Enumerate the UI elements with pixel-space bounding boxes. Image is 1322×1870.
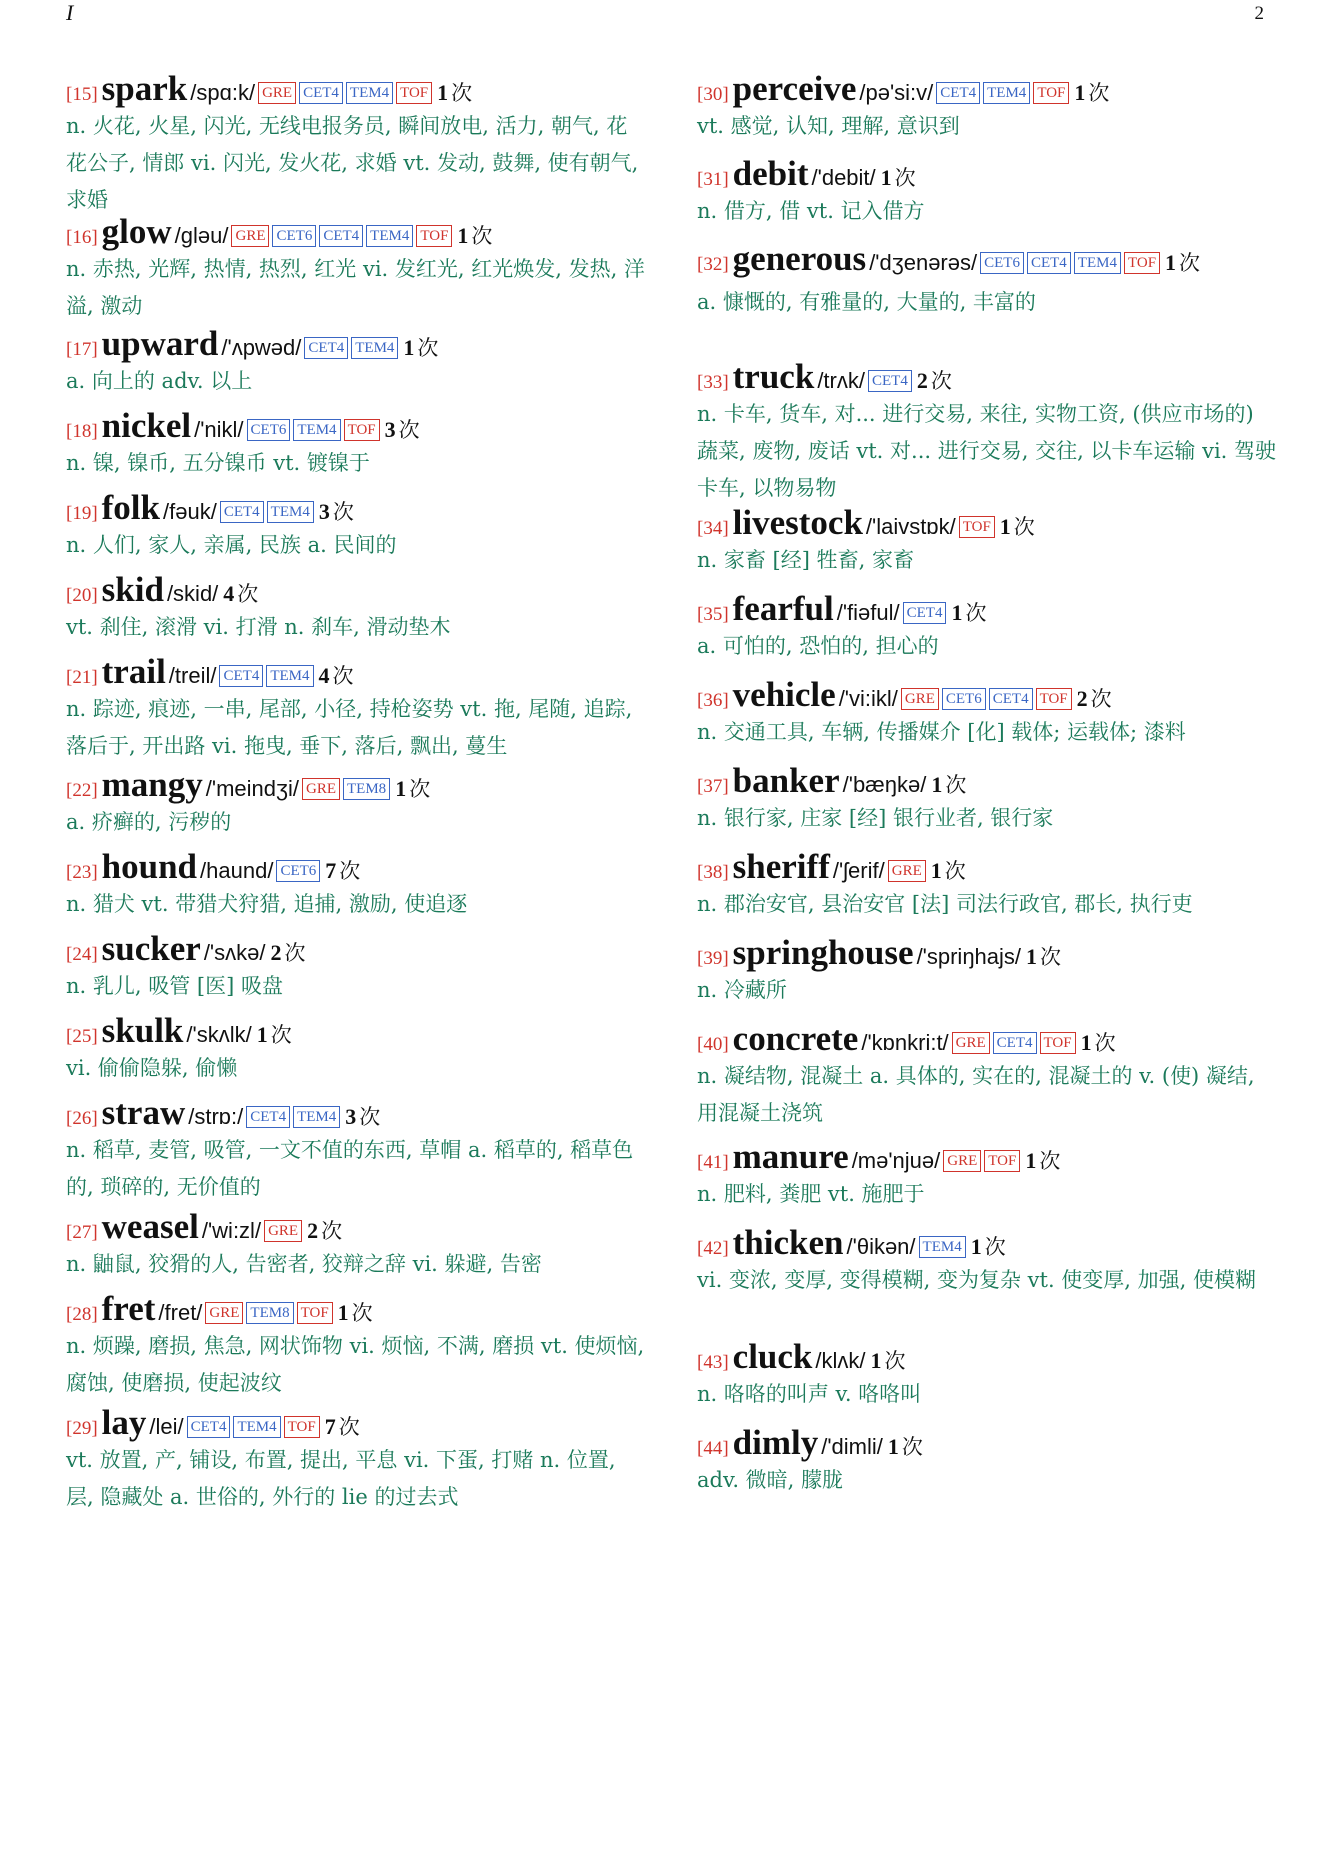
entry-generous <box>697 240 1277 321</box>
count-unit: 次 <box>270 1023 292 1047</box>
phonetic: /'vi:ikl/ <box>838 686 898 711</box>
phonetic: /strɒ:/ <box>188 1104 244 1129</box>
headword-line <box>697 358 1277 396</box>
exam-tag: GRE <box>302 778 340 800</box>
exam-tag: CET4 <box>246 1106 290 1128</box>
entry-index: [20] <box>66 585 98 606</box>
headword-line <box>697 762 1277 800</box>
headword: straw <box>101 1093 186 1132</box>
definition: vt. 感觉, 认知, 理解, 意识到 <box>697 114 960 138</box>
exam-tag: TOF <box>344 419 380 441</box>
entry-index: [34] <box>697 518 729 539</box>
entry-folk <box>66 489 646 564</box>
entry-index: [37] <box>697 776 729 797</box>
headword-line <box>697 1138 1277 1176</box>
headword-line <box>697 1424 1277 1462</box>
headword: vehicle <box>732 675 836 714</box>
exam-tag: GRE <box>264 1220 302 1242</box>
entry-index: [25] <box>66 1026 98 1047</box>
entry-index: [28] <box>66 1304 98 1325</box>
entry-nickel <box>66 407 646 482</box>
headword-line <box>66 489 646 527</box>
definition: vi. 偷偷隐躲, 偷懒 <box>66 1056 238 1080</box>
count-unit: 次 <box>284 941 306 965</box>
exam-tag: GRE <box>901 688 939 710</box>
count-unit: 次 <box>332 664 354 688</box>
exam-tag: GRE <box>231 225 269 247</box>
headword-line <box>66 766 646 804</box>
headword: weasel <box>101 1207 199 1246</box>
definition: vi. 变浓, 变厚, 变得模糊, 变为复杂 vt. 使变厚, 加强, 使模糊 <box>697 1268 1257 1292</box>
count-unit: 次 <box>1094 1031 1116 1055</box>
phonetic: /mə'njuə/ <box>851 1148 941 1173</box>
headword: skulk <box>101 1011 184 1050</box>
occurrence-count: 1 <box>1074 80 1086 105</box>
exam-tag: TOF <box>416 225 452 247</box>
entry-vehicle <box>697 676 1277 751</box>
count-unit: 次 <box>884 1349 906 1373</box>
headword-line <box>697 1338 1277 1376</box>
exam-tag: TEM4 <box>233 1416 280 1438</box>
occurrence-count: 1 <box>256 1022 268 1047</box>
occurrence-count: 1 <box>870 1348 882 1373</box>
definition: n. 烦躁, 磨损, 焦急, 网状饰物 vi. 烦恼, 不满, 磨损 vt. 使烦恼, 腐蚀, 使磨损, 使起波纹 <box>66 1334 645 1395</box>
occurrence-count: 1 <box>880 165 892 190</box>
entry-banker <box>697 762 1277 837</box>
headword-line <box>697 504 1277 542</box>
phonetic: /gləu/ <box>174 223 229 248</box>
entry-index: [39] <box>697 948 729 969</box>
exam-tag: CET4 <box>220 501 264 523</box>
headword-line <box>697 155 1277 193</box>
entry-index: [32] <box>697 254 729 275</box>
headword-line <box>66 407 646 445</box>
definition: n. 肥料, 粪肥 vt. 施肥于 <box>697 1182 925 1206</box>
occurrence-count: 1 <box>403 335 415 360</box>
occurrence-count: 1 <box>1165 250 1177 275</box>
entry-fret <box>66 1290 646 1402</box>
definition: n. 交通工具, 车辆, 传播媒介 [化] 载体; 运载体; 漆料 <box>697 720 1186 744</box>
entry-manure <box>697 1138 1277 1213</box>
definition: n. 乳儿, 吸管 [医] 吸盘 <box>66 974 283 998</box>
entry-index: [19] <box>66 503 98 524</box>
exam-tag: TOF <box>1040 1032 1076 1054</box>
definition: n. 镍, 镍币, 五分镍币 vt. 镀镍于 <box>66 451 370 475</box>
headword-line <box>66 325 646 363</box>
exam-tag: CET4 <box>868 370 912 392</box>
entry-index: [15] <box>66 84 98 105</box>
headword: dimly <box>732 1423 819 1462</box>
occurrence-count: 1 <box>1080 1030 1092 1055</box>
entry-sheriff <box>697 848 1277 923</box>
exam-tag: TOF <box>396 82 432 104</box>
headword-line <box>66 848 646 886</box>
entry-skid <box>66 571 646 646</box>
exam-tag: CET4 <box>993 1032 1037 1054</box>
occurrence-count: 3 <box>345 1104 357 1129</box>
definition: n. 稻草, 麦管, 吸管, 一文不值的东西, 草帽 a. 稻草的, 稻草色的, 琐碎的, 无价值的 <box>66 1138 634 1199</box>
occurrence-count: 3 <box>318 499 330 524</box>
entry-cluck <box>697 1338 1277 1413</box>
entry-index: [21] <box>66 667 98 688</box>
definition: n. 凝结物, 混凝土 a. 具体的, 实在的, 混凝土的 v. (使) 凝结, 用混凝土浇筑 <box>697 1064 1255 1125</box>
headword-line <box>697 1224 1277 1262</box>
exam-tag: TOF <box>284 1416 320 1438</box>
headword: livestock <box>732 503 863 542</box>
exam-tag: TEM4 <box>351 337 398 359</box>
occurrence-count: 1 <box>437 80 449 105</box>
definition: vt. 放置, 产, 铺设, 布置, 提出, 平息 vi. 下蛋, 打赌 n. 位置, 层, 隐藏处 a. 世俗的, 外行的 lie 的过去式 <box>66 1448 616 1509</box>
entry-index: [31] <box>697 169 729 190</box>
entry-spark <box>66 70 646 219</box>
exam-tag: CET4 <box>903 602 947 624</box>
entry-index: [42] <box>697 1238 729 1259</box>
phonetic: /fret/ <box>158 1300 203 1325</box>
headword-line <box>697 848 1277 886</box>
entry-index: [36] <box>697 690 729 711</box>
occurrence-count: 2 <box>1076 686 1088 711</box>
entry-index: [24] <box>66 944 98 965</box>
entry-index: [30] <box>697 84 729 105</box>
phonetic: /'skʌlk/ <box>186 1022 252 1047</box>
headword: lay <box>101 1403 147 1442</box>
entry-hound <box>66 848 646 923</box>
count-unit: 次 <box>359 1105 381 1129</box>
headword-line <box>697 590 1277 628</box>
headword-line <box>66 653 646 691</box>
occurrence-count: 1 <box>457 223 469 248</box>
entry-straw <box>66 1094 646 1206</box>
occurrence-count: 7 <box>325 858 337 883</box>
count-unit: 次 <box>1013 515 1035 539</box>
occurrence-count: 7 <box>324 1414 336 1439</box>
headword: mangy <box>101 765 203 804</box>
occurrence-count: 1 <box>1025 1148 1037 1173</box>
headword: sheriff <box>732 847 830 886</box>
entry-index: [44] <box>697 1438 729 1459</box>
exam-tag: CET4 <box>304 337 348 359</box>
entry-dimly <box>697 1424 1277 1499</box>
headword: fret <box>101 1289 156 1328</box>
count-unit: 次 <box>1039 1149 1061 1173</box>
exam-tag: GRE <box>258 82 296 104</box>
entry-skulk <box>66 1012 646 1087</box>
entry-index: [35] <box>697 604 729 625</box>
entry-index: [38] <box>697 862 729 883</box>
headword-line <box>697 676 1277 714</box>
headword-line <box>66 930 646 968</box>
definition: n. 卡车, 货车, 对... 进行交易, 来往, 实物工资, (供应市场的) 蔬菜, 废物, 废话 vt. 对... 进行交易, 交往, 以卡车运输 vi. 驾驶卡车, 以物易物 <box>697 402 1277 500</box>
exam-tag: TEM4 <box>919 1236 966 1258</box>
count-unit: 次 <box>332 500 354 524</box>
phonetic: /'debit/ <box>811 165 876 190</box>
exam-tag: GRE <box>888 860 926 882</box>
entry-truck <box>697 358 1277 507</box>
definition: n. 咯咯的叫声 v. 咯咯叫 <box>697 1382 922 1406</box>
definition: a. 可怕的, 恐怕的, 担心的 <box>697 634 939 658</box>
exam-tag: CET4 <box>299 82 343 104</box>
headword: concrete <box>732 1019 859 1058</box>
count-unit: 次 <box>351 1301 373 1325</box>
headword-line <box>66 1208 646 1246</box>
count-unit: 次 <box>409 777 431 801</box>
exam-tag: TOF <box>984 1150 1020 1172</box>
count-unit: 次 <box>398 418 420 442</box>
headword-line <box>66 1094 646 1132</box>
section-letter: I <box>66 0 74 25</box>
entry-index: [29] <box>66 1418 98 1439</box>
entry-livestock <box>697 504 1277 579</box>
phonetic: /'spriŋhajs/ <box>916 944 1022 969</box>
definition: n. 踪迹, 痕迹, 一串, 尾部, 小径, 持枪姿势 vt. 拖, 尾随, 追踪, 落后于, 开出路 vi. 拖曳, 垂下, 落后, 飘出, 蔓生 <box>66 697 633 758</box>
phonetic: /'dimli/ <box>821 1434 883 1459</box>
entry-upward <box>66 325 646 400</box>
count-unit: 次 <box>901 1435 923 1459</box>
entry-index: [22] <box>66 780 98 801</box>
entry-perceive <box>697 70 1277 145</box>
exam-tag: CET4 <box>1027 252 1071 274</box>
headword: debit <box>732 154 809 193</box>
phonetic: /skid/ <box>166 581 219 606</box>
phonetic: /'laivstɒk/ <box>865 514 956 539</box>
occurrence-count: 2 <box>307 1218 319 1243</box>
count-unit: 次 <box>930 369 952 393</box>
phonetic: /'kɒnkri:t/ <box>861 1030 949 1055</box>
count-unit: 次 <box>984 1235 1006 1259</box>
phonetic: /lei/ <box>149 1414 184 1439</box>
phonetic: /'ʌpwəd/ <box>221 335 302 360</box>
headword: cluck <box>732 1337 813 1376</box>
entry-index: [26] <box>66 1108 98 1129</box>
occurrence-count: 1 <box>395 776 407 801</box>
phonetic: /klʌk/ <box>815 1348 866 1373</box>
entry-thicken <box>697 1224 1277 1299</box>
exam-tag: TEM4 <box>266 665 313 687</box>
occurrence-count: 4 <box>223 581 235 606</box>
exam-tag: GRE <box>943 1150 981 1172</box>
count-unit: 次 <box>1090 687 1112 711</box>
definition: a. 疥癣的, 污秽的 <box>66 810 232 834</box>
definition: n. 家畜 [经] 牲畜, 家畜 <box>697 548 914 572</box>
definition: n. 冷藏所 <box>697 978 787 1002</box>
entry-trail <box>66 653 646 765</box>
headword-line <box>66 1012 646 1050</box>
exam-tag: TEM4 <box>366 225 413 247</box>
headword-line <box>66 213 646 251</box>
exam-tag: TEM8 <box>343 778 390 800</box>
headword-line <box>66 1404 646 1442</box>
exam-tag: CET6 <box>247 419 291 441</box>
exam-tag: CET6 <box>272 225 316 247</box>
exam-tag: TEM8 <box>246 1302 293 1324</box>
count-unit: 次 <box>944 859 966 883</box>
count-unit: 次 <box>451 81 473 105</box>
phonetic: /pə'si:v/ <box>859 80 934 105</box>
count-unit: 次 <box>1088 81 1110 105</box>
phonetic: /trʌk/ <box>817 368 865 393</box>
exam-tag: CET4 <box>219 665 263 687</box>
count-unit: 次 <box>321 1219 343 1243</box>
exam-tag: TOF <box>1033 82 1069 104</box>
headword: manure <box>732 1137 849 1176</box>
headword: skid <box>101 570 164 609</box>
entry-concrete <box>697 1020 1277 1132</box>
entry-springhouse <box>697 934 1277 1009</box>
occurrence-count: 4 <box>318 663 330 688</box>
headword: folk <box>101 488 161 527</box>
occurrence-count: 1 <box>887 1434 899 1459</box>
count-unit: 次 <box>339 859 361 883</box>
exam-tag: TOF <box>1036 688 1072 710</box>
occurrence-count: 2 <box>916 368 928 393</box>
headword: generous <box>732 239 867 278</box>
headword: upward <box>101 324 219 363</box>
count-unit: 次 <box>417 336 439 360</box>
page-number: 2 <box>1254 3 1264 24</box>
headword: sucker <box>101 929 201 968</box>
exam-tag: GRE <box>205 1302 243 1324</box>
headword: spark <box>101 69 188 108</box>
headword: truck <box>732 357 815 396</box>
definition: n. 鼬鼠, 狡猾的人, 告密者, 狡辩之辞 vi. 躲避, 告密 <box>66 1252 542 1276</box>
headword-line <box>66 1290 646 1328</box>
entry-index: [41] <box>697 1152 729 1173</box>
entry-index: [18] <box>66 421 98 442</box>
occurrence-count: 1 <box>999 514 1011 539</box>
occurrence-count: 1 <box>337 1300 349 1325</box>
phonetic: /'dʒenərəs/ <box>869 250 978 275</box>
headword-line <box>66 571 646 609</box>
entry-index: [43] <box>697 1352 729 1373</box>
occurrence-count: 1 <box>970 1234 982 1259</box>
entry-index: [23] <box>66 862 98 883</box>
entry-index: [16] <box>66 227 98 248</box>
exam-tag: TOF <box>959 516 995 538</box>
headword-line <box>66 70 646 108</box>
phonetic: /'θikən/ <box>846 1234 916 1259</box>
exam-tag: TOF <box>297 1302 333 1324</box>
exam-tag: CET4 <box>187 1416 231 1438</box>
phonetic: /fəuk/ <box>163 499 217 524</box>
headword: thicken <box>732 1223 844 1262</box>
definition: a. 向上的 adv. 以上 <box>66 369 253 393</box>
entry-fearful <box>697 590 1277 665</box>
definition: n. 赤热, 光辉, 热情, 热烈, 红光 vi. 发红光, 红光焕发, 发热, 洋溢, 激动 <box>66 257 645 318</box>
entry-mangy <box>66 766 646 841</box>
exam-tag: TEM4 <box>267 501 314 523</box>
phonetic: /haund/ <box>200 858 274 883</box>
headword-line <box>697 1020 1277 1058</box>
headword: springhouse <box>732 933 914 972</box>
count-unit: 次 <box>1179 251 1201 275</box>
phonetic: /'sʌkə/ <box>203 940 266 965</box>
headword-line <box>697 70 1277 108</box>
phonetic: /treil/ <box>168 663 217 688</box>
exam-tag: CET6 <box>980 252 1024 274</box>
exam-tag: CET4 <box>319 225 363 247</box>
count-unit: 次 <box>894 166 916 190</box>
exam-tag: TOF <box>1124 252 1160 274</box>
headword: nickel <box>101 406 192 445</box>
occurrence-count: 1 <box>1026 944 1038 969</box>
entry-index: [27] <box>66 1222 98 1243</box>
phonetic: /'wi:zl/ <box>201 1218 262 1243</box>
count-unit: 次 <box>1040 945 1062 969</box>
phonetic: /spɑ:k/ <box>190 80 256 105</box>
exam-tag: TEM4 <box>293 419 340 441</box>
phonetic: /'meindʒi/ <box>205 776 300 801</box>
occurrence-count: 1 <box>930 858 942 883</box>
occurrence-count: 3 <box>384 417 396 442</box>
exam-tag: GRE <box>952 1032 990 1054</box>
count-unit: 次 <box>965 601 987 625</box>
headword: fearful <box>732 589 834 628</box>
count-unit: 次 <box>338 1415 360 1439</box>
count-unit: 次 <box>237 582 259 606</box>
entry-index: [33] <box>697 372 729 393</box>
exam-tag: TEM4 <box>1074 252 1121 274</box>
occurrence-count: 1 <box>931 772 943 797</box>
definition: n. 银行家, 庄家 [经] 银行业者, 银行家 <box>697 806 1054 830</box>
entry-debit <box>697 155 1277 230</box>
phonetic: /'nikl/ <box>194 417 244 442</box>
headword-line <box>697 240 1277 284</box>
entry-sucker <box>66 930 646 1005</box>
count-unit: 次 <box>471 224 493 248</box>
definition: n. 火花, 火星, 闪光, 无线电报务员, 瞬间放电, 活力, 朝气, 花花公子, 情郎 vi. 闪光, 发火花, 求婚 vt. 发动, 鼓舞, 使有朝气, 求婚 <box>66 114 639 212</box>
count-unit: 次 <box>945 773 967 797</box>
phonetic: /'bæŋkə/ <box>842 772 927 797</box>
occurrence-count: 2 <box>270 940 282 965</box>
exam-tag: CET4 <box>989 688 1033 710</box>
headword: perceive <box>732 69 857 108</box>
phonetic: /'ʃerif/ <box>832 858 885 883</box>
headword: trail <box>101 652 166 691</box>
definition: n. 猎犬 vt. 带猎犬狩猎, 追捕, 激励, 使追逐 <box>66 892 468 916</box>
entry-index: [17] <box>66 339 98 360</box>
entry-glow <box>66 213 646 325</box>
phonetic: /'fiəful/ <box>836 600 900 625</box>
entry-weasel <box>66 1208 646 1283</box>
entry-index: [40] <box>697 1034 729 1055</box>
headword: glow <box>101 212 172 251</box>
definition: n. 人们, 家人, 亲属, 民族 a. 民间的 <box>66 533 397 557</box>
definition: n. 借方, 借 vt. 记入借方 <box>697 199 925 223</box>
definition: vt. 刹住, 滚滑 vi. 打滑 n. 刹车, 滑动垫木 <box>66 615 451 639</box>
definition: n. 郡治安官, 县治安官 [法] 司法行政官, 郡长, 执行吏 <box>697 892 1193 916</box>
definition: a. 慷慨的, 有雅量的, 大量的, 丰富的 <box>697 290 1036 314</box>
definition: adv. 微暗, 朦胧 <box>697 1468 844 1492</box>
exam-tag: CET4 <box>936 82 980 104</box>
headword: banker <box>732 761 840 800</box>
entry-lay <box>66 1404 646 1516</box>
headword: hound <box>101 847 198 886</box>
exam-tag: TEM4 <box>346 82 393 104</box>
exam-tag: CET6 <box>942 688 986 710</box>
exam-tag: CET6 <box>276 860 320 882</box>
exam-tag: TEM4 <box>293 1106 340 1128</box>
occurrence-count: 1 <box>951 600 963 625</box>
headword-line <box>697 934 1277 972</box>
exam-tag: TEM4 <box>983 82 1030 104</box>
